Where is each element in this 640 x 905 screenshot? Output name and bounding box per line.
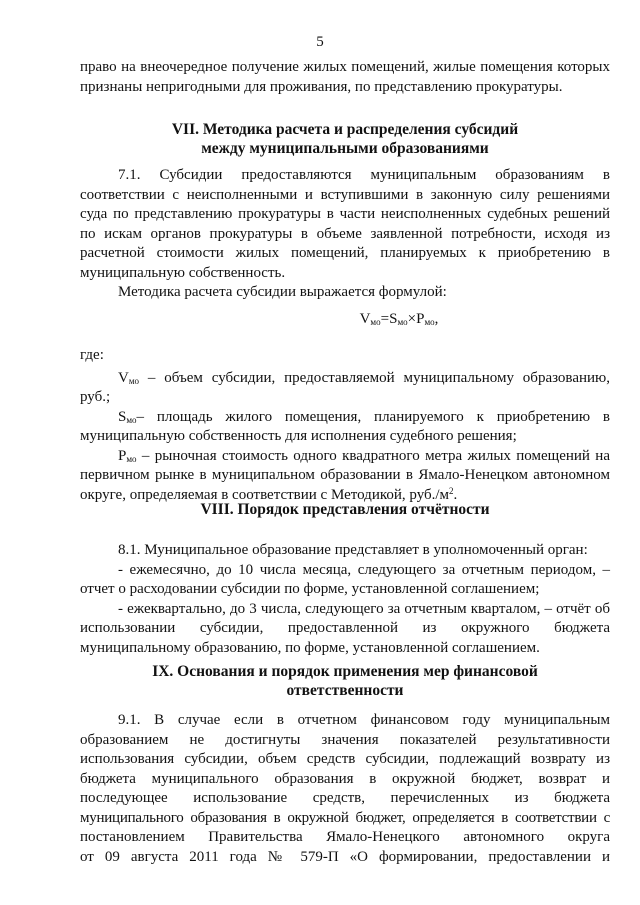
definition-text: – объем субсидии, предоставляемой муниципальному образованию,	[139, 369, 610, 386]
text-line: 9.1. В случае если в отчетном финансовом году муниципальным	[118, 712, 610, 728]
text-line: образованием не достигнуты значения показателей результативности	[80, 731, 610, 748]
page-number: 5	[316, 34, 324, 50]
formula-definitions	[80, 346, 610, 505]
text-line: суда по представлению прокуратуры в части неисполненных судебных решений	[80, 206, 610, 222]
text-line: постановлением Правительства Ямало-Ненецкого автономного округа	[80, 829, 610, 845]
formula-times: ×	[407, 311, 417, 327]
text-line: использовании субсидии, предоставленной из окружного бюджета	[80, 620, 610, 636]
text-line: по искам органов прокуратуры в объеме заявленной потребности, исходя из	[80, 225, 610, 242]
text-line: муниципальному образованию, по форме, установленной соглашением.	[80, 639, 540, 656]
symbol-s: S	[118, 408, 127, 425]
text-line: 8.1. Муниципальное образование представляет в уполномоченный орган:	[118, 542, 588, 558]
symbol-s-subscript: мо	[126, 414, 137, 425]
text-line: последующее использование средств, перечисленных из бюджета	[80, 790, 610, 806]
symbol-p: P	[118, 447, 127, 464]
definition-s	[80, 408, 610, 428]
definition-text: – рыночная стоимость одного квадратного метра жилых помещений на	[136, 447, 610, 464]
symbol-v-subscript: мо	[128, 375, 140, 386]
formula-p: P	[416, 311, 425, 327]
text-line: муниципальную собственность для исполнения судебного решения;	[80, 428, 517, 444]
formula-s: S	[389, 311, 398, 327]
paragraph-8-1	[80, 541, 610, 658]
text-line: право на внеочередное получение жилых помещений, жилые помещения которых	[80, 59, 610, 75]
superscript: 2	[449, 485, 454, 496]
text-line: соответствии с неисполненными и вступившими в законную силу решениями	[80, 186, 610, 203]
section-8-heading	[80, 500, 610, 519]
section-7-heading	[80, 120, 610, 158]
formula-s-subscript: мо	[397, 317, 408, 327]
text-line: руб.;	[80, 389, 111, 405]
formula-p-subscript: мо	[424, 317, 435, 327]
text-line: от 09 августа 2011 года № 579-П «О формировании, предоставлении и	[80, 848, 610, 865]
heading-line: между муниципальными образованиями	[201, 140, 489, 157]
text-line: муниципальную собственность.	[80, 264, 286, 281]
heading-line: VII. Методика расчета и распределения субсидий	[171, 121, 519, 138]
text-line: - ежемесячно, до 10 числа месяца, следующего за отчетным периодом, –	[118, 561, 610, 578]
paragraph-9-1	[80, 711, 610, 867]
text-line: муниципального образования в окружной бюджет, определяется в соответствии с	[80, 809, 610, 826]
symbol-p-subscript: мо	[126, 453, 137, 464]
text-line: 7.1. Субсидии предоставляются муниципальным образованиям в	[118, 167, 610, 183]
definition-p	[80, 447, 610, 467]
method-intro: Методика расчета субсидии выражается формулой:	[118, 284, 447, 300]
formula	[80, 310, 610, 330]
formula-comma: ,	[434, 311, 439, 327]
symbol-v: V	[118, 369, 129, 386]
heading-line: VIII. Порядок представления отчётности	[200, 501, 490, 518]
text-line: - ежеквартально, до 3 числа, следующего за отчетным кварталом, – отчёт об	[118, 600, 610, 617]
definition-text: округе, определяемая в соответствии с Методикой, руб./м	[80, 486, 450, 503]
formula-equals: =	[380, 311, 390, 327]
formula-v-subscript: мо	[370, 317, 381, 327]
text-line: отчет о расходовании субсидии по форме, установленной соглашением;	[80, 581, 540, 597]
text-line: бюджета муниципального образования в окружной бюджет, возврат и	[80, 770, 610, 787]
formula-v: V	[359, 311, 371, 327]
text-line: признаны непригодными для проживания, по представлению прокуратуры.	[80, 78, 563, 95]
heading-line: IX. Основания и порядок применения мер финансовой	[152, 663, 538, 680]
text-line: первичном рынке в муниципальном образовании в Ямало-Ненецком автономном	[80, 467, 610, 483]
section-9-heading	[80, 662, 610, 700]
paragraph-7-1	[80, 166, 610, 303]
definition-text: .	[453, 486, 458, 503]
text-line: расчетной стоимости жилых помещений, планируемых к приобретению в	[80, 245, 610, 261]
definition-v	[80, 369, 610, 389]
definition-text: – площадь жилого помещения, планируемого к приобретению в	[136, 408, 610, 425]
text-line: использования субсидии, объем средств субсидии, подлежащий возврату из	[80, 751, 610, 767]
intro-paragraph	[80, 58, 610, 97]
heading-line: ответственности	[286, 682, 404, 699]
where-label: где:	[80, 347, 104, 363]
